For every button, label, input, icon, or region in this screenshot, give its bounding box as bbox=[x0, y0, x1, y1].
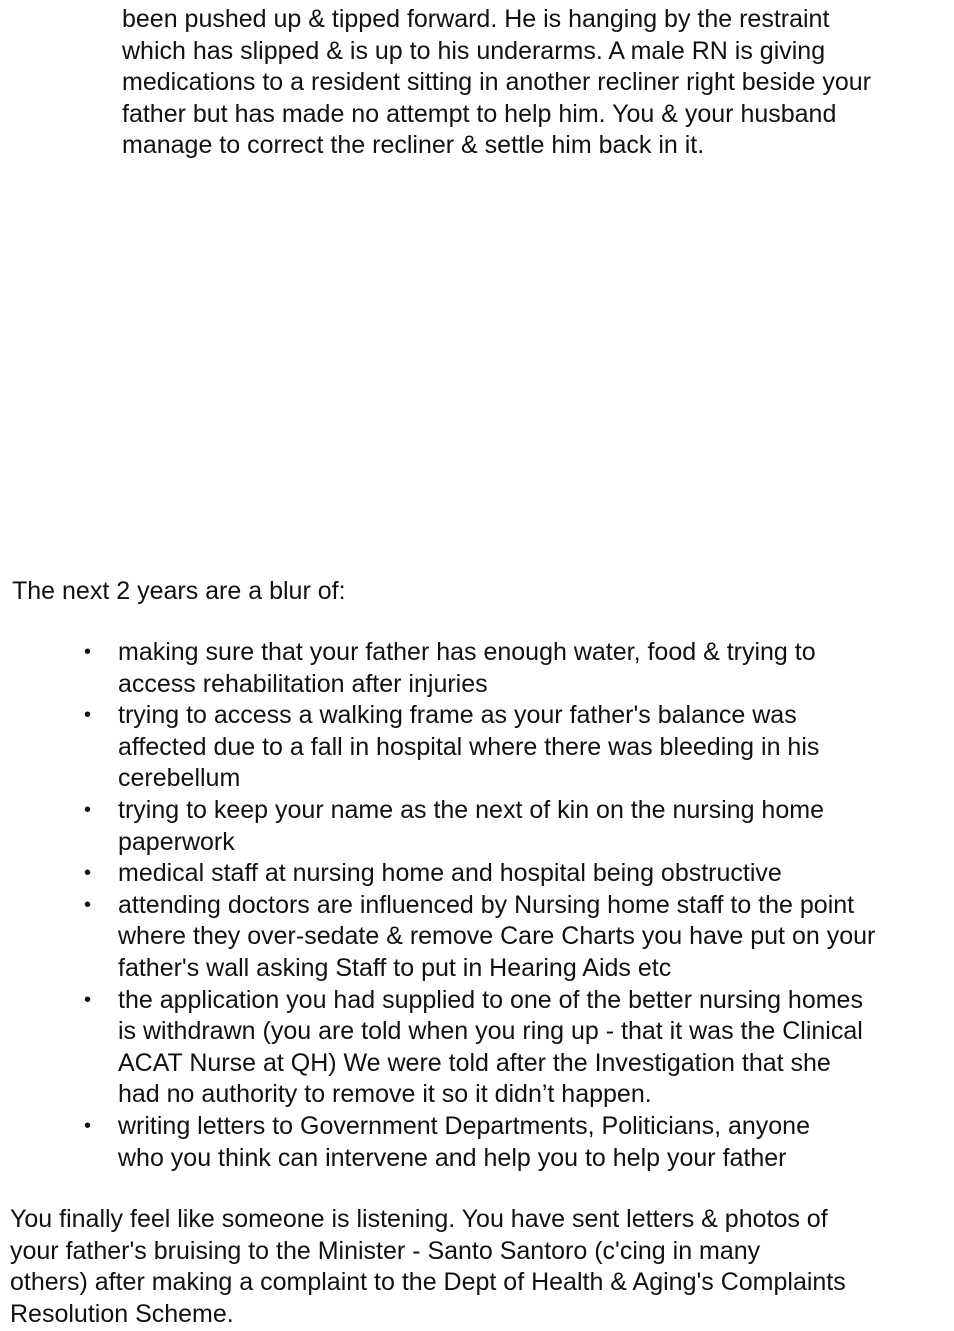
text-line: your father's bruising to the Minister - Santo Santoro (c'cing in many bbox=[10, 1236, 761, 1265]
text-line: Resolution Scheme. bbox=[10, 1299, 234, 1328]
text-line: who you think can intervene and help you to help your father bbox=[118, 1143, 787, 1172]
text-line: trying to keep your name as the next of kin on the nursing home bbox=[118, 795, 824, 824]
text-line: medical staff at nursing home and hospital being obstructive bbox=[118, 859, 782, 888]
text-line: the application you had supplied to one of the better nursing homes bbox=[118, 985, 863, 1014]
text-line: where they over-sedate & remove Care Charts you have put on your bbox=[118, 922, 876, 951]
text-line: is withdrawn (you are told when you ring up - that it was the Clinical bbox=[118, 1017, 863, 1046]
list-item bbox=[82, 700, 950, 795]
text-line: others) after making a complaint to the Dept of Health & Aging's Complaints bbox=[10, 1268, 846, 1296]
bullet-list bbox=[82, 637, 950, 1174]
list-item bbox=[82, 637, 950, 700]
text-line: manage to correct the recliner & settle him back in it. bbox=[122, 131, 705, 159]
bullet-icon: • bbox=[84, 988, 92, 1011]
text-line: which has slipped & is up to his underarms. A male RN is giving bbox=[122, 36, 826, 65]
text-line: been pushed up & tipped forward. He is hanging by the restraint bbox=[122, 5, 830, 33]
text-line: affected due to a fall in hospital where there was bleeding in his bbox=[118, 732, 820, 761]
bullet-icon: • bbox=[84, 862, 92, 885]
list-item bbox=[82, 890, 950, 985]
bullet-icon: • bbox=[84, 1114, 92, 1137]
bullet-icon: • bbox=[84, 641, 92, 663]
list-item bbox=[82, 985, 950, 1111]
text-line: access rehabilitation after injuries bbox=[118, 669, 488, 698]
text-line: making sure that your father has enough water, food & trying to bbox=[118, 638, 816, 666]
text-line: cerebellum bbox=[118, 764, 241, 793]
text-line: trying to access a walking frame as your father's balance was bbox=[118, 701, 797, 730]
closing-paragraph bbox=[10, 1204, 940, 1330]
text-line: had no authority to remove it so it didn’t happen. bbox=[118, 1080, 652, 1109]
list-item bbox=[82, 858, 950, 890]
text-line: father's wall asking Staff to put in Hearing Aids etc bbox=[118, 953, 672, 982]
text-line: attending doctors are influenced by Nursing home staff to the point bbox=[118, 890, 855, 919]
text-line: ACAT Nurse at QH) We were told after the Investigation that she bbox=[118, 1048, 831, 1077]
text-line: medications to a resident sitting in another recliner right beside your bbox=[122, 68, 872, 96]
text-line: writing letters to Government Departments, Politicians, anyone bbox=[118, 1111, 810, 1140]
list-item bbox=[82, 795, 950, 858]
text-line: father but has made no attempt to help him. You & your husband bbox=[122, 99, 837, 128]
text-line: paperwork bbox=[118, 827, 235, 856]
text-line: You finally feel like someone is listening. You have sent letters & photos of bbox=[10, 1205, 828, 1233]
list-intro: The next 2 years are a blur of: bbox=[12, 577, 346, 605]
list-item bbox=[82, 1111, 950, 1174]
bullet-icon: • bbox=[84, 893, 92, 916]
continued-paragraph bbox=[122, 4, 952, 162]
bullet-icon: • bbox=[84, 704, 92, 727]
bullet-icon: • bbox=[84, 798, 92, 821]
